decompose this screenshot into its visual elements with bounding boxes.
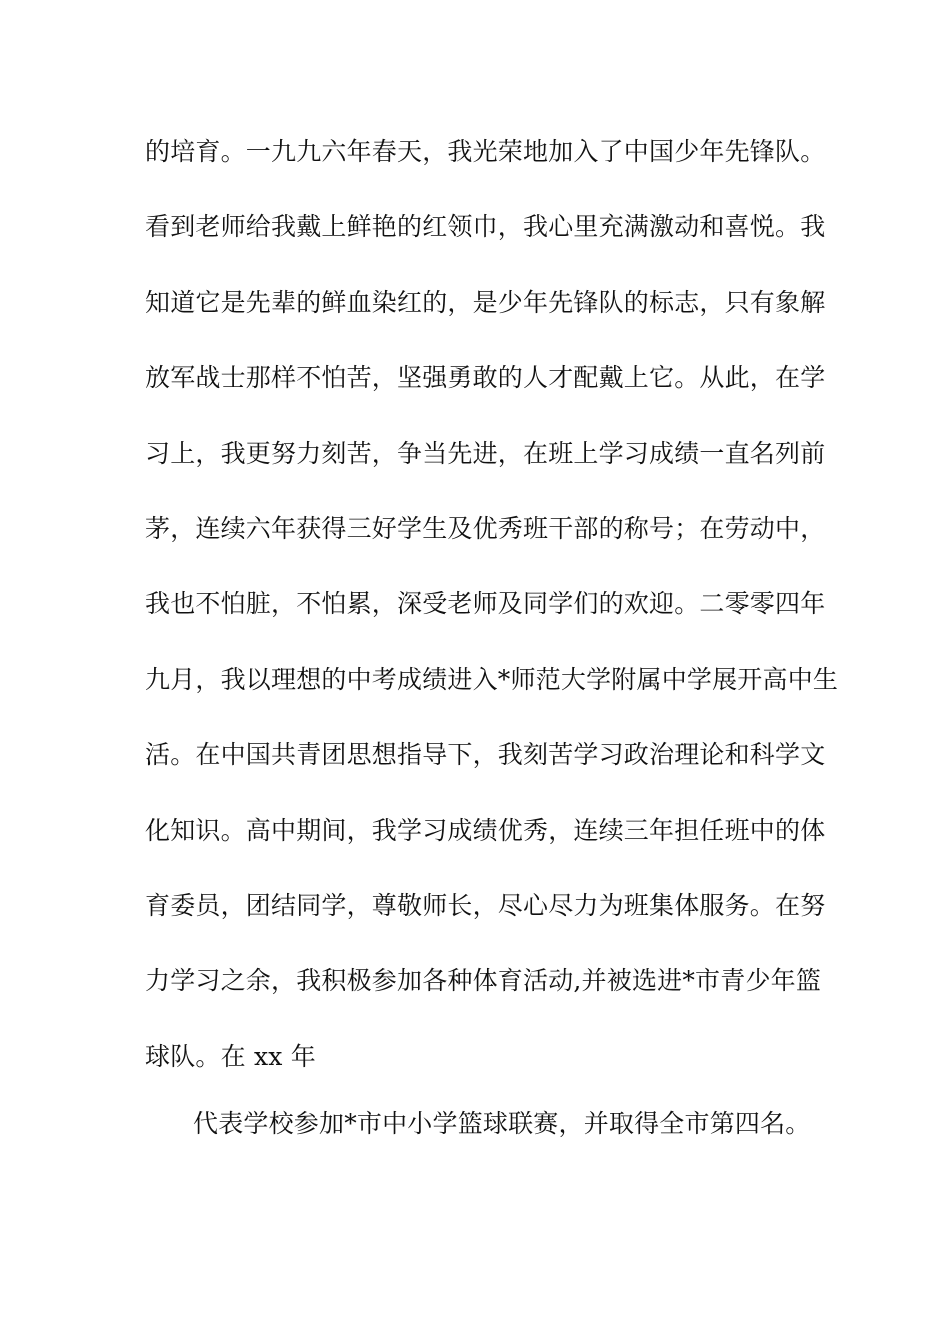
- paragraph-line: 的培育。一九九六年春天，我光荣地加入了中国少年先锋队。: [145, 137, 826, 166]
- paragraph-line: 我也不怕脏，不怕累，深受老师及同学们的欢迎。二零零四年: [145, 589, 826, 619]
- paragraph-line: 育委员，团结同学，尊敬师长，尽心尽力为班集体服务。在努: [145, 890, 826, 920]
- paragraph-line: 球队。在 xx 年: [145, 1041, 316, 1071]
- paragraph-line: 化知识。高中期间，我学习成绩优秀，连续三年担任班中的体: [145, 815, 826, 845]
- paragraph-line: 力学习之余，我积极参加各种体育活动,并被选进*市青少年篮: [145, 966, 822, 996]
- paragraph-line: 活。在中国共青团思想指导下，我刻苦学习政治理论和科学文: [145, 740, 826, 770]
- second-paragraph: 代表学校参加*市中小学篮球联赛，并取得全市第四名。: [193, 1109, 811, 1138]
- paragraph-line: 看到老师给我戴上鲜艳的红领巾，我心里充满激动和喜悦。我: [145, 212, 826, 242]
- body-paragraph: [145, 126, 839, 1106]
- paragraph-line: 茅，连续六年获得三好学生及优秀班干部的称号；在劳动中，: [145, 513, 826, 543]
- paragraph-line: 知道它是先辈的鲜血染红的，是少年先锋队的标志，只有象解: [145, 287, 826, 317]
- paragraph-line: 习上，我更努力刻苦，争当先进，在班上学习成绩一直名列前: [145, 438, 826, 468]
- paragraph-line: 放军战士那样不怕苦，坚强勇敢的人才配戴上它。从此，在学: [145, 363, 826, 393]
- paragraph-line: 九月，我以理想的中考成绩进入*师范大学附属中学展开高中生: [145, 664, 839, 694]
